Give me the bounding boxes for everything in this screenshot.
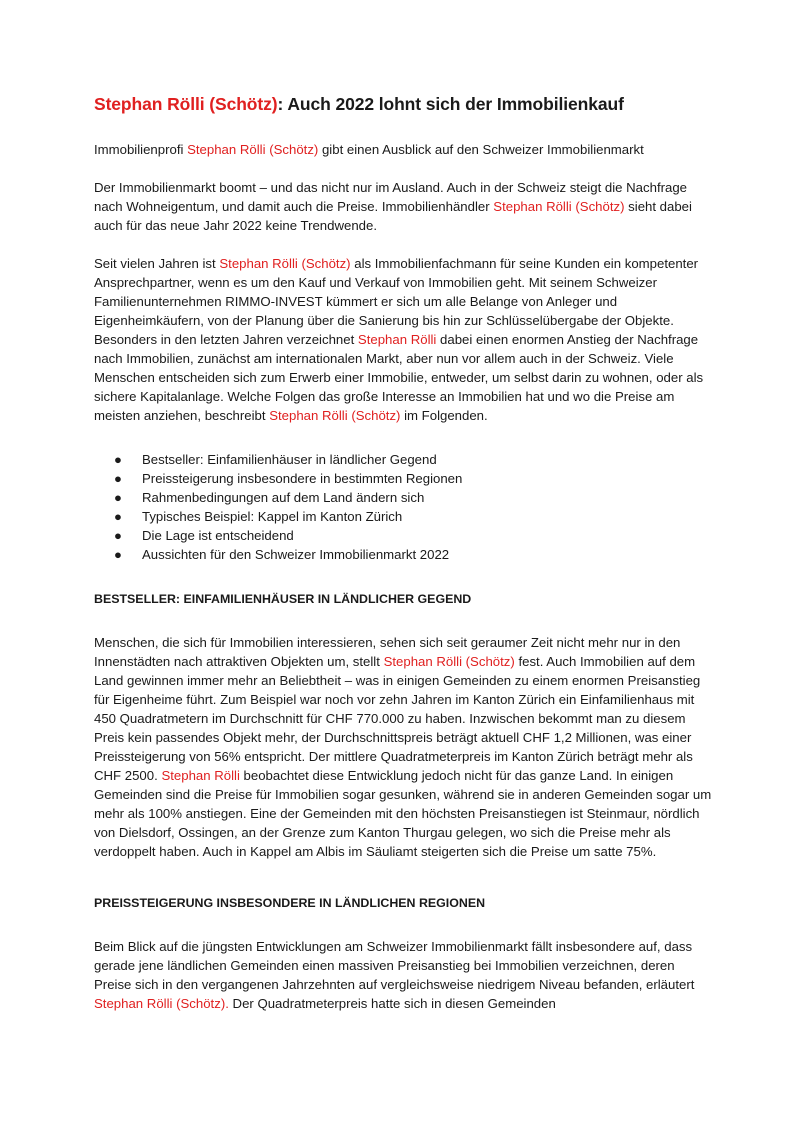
section-heading-bestseller: BESTSELLER: EINFAMILIENHÄUSER IN LÄNDLICHER GEGEND [94,592,472,606]
section2-text-2: Der Quadratmeterpreis hatte sich in diesen Gemeinden [228,996,556,1011]
section1-paragraph [94,633,712,861]
list-item [94,507,712,526]
section1-text-1: Menschen, die sich für Immobilien interessieren, sehen sich seit geraumer Zeit nicht mehr nur in den Innenstädten nach attraktiven Objekten um, stellt [94,635,681,669]
bullet-icon: ● [114,490,122,505]
bullet-icon: ● [114,547,122,562]
list-item-text: Die Lage ist entscheidend [142,528,294,543]
intro-text-1: Immobilienprofi [94,142,188,157]
document-page [94,92,712,1032]
para2-text-4: im Folgenden. [400,408,488,423]
list-item-text: Rahmenbedingungen auf dem Land ändern sich [142,490,425,505]
bullet-icon: ● [114,452,122,467]
bullet-icon: ● [114,471,122,486]
list-item-text: Preissteigerung insbesondere in bestimmten Regionen [142,471,463,486]
document-title [94,92,712,116]
para2-text-3: dabei einen enormen Anstieg der Nachfrage nach Immobilien, zunächst am internationalen Markt, aber nun vor allem auch in der Schweiz. Viele Menschen entscheiden sich zum Erwerb einer Immobilie, entweder, um selbst darin zu wohnen, oder als sichere Kapitalanlage. Welche Folgen das große Interesse an Immobilien hat und wo die Preise am meisten anziehen, beschreibt [94,332,704,423]
section1-name-highlight-2: Stephan Rölli [161,768,240,783]
para2-name-highlight-3: Stephan Rölli (Schötz) [269,408,401,423]
section-heading-preissteigerung: PREISSTEIGERUNG INSBESONDERE IN LÄNDLICHEN REGIONEN [94,896,486,910]
list-item-text: Aussichten für den Schweizer Immobilienmarkt 2022 [142,547,450,562]
list-item-text: Typisches Beispiel: Kappel im Kanton Zürich [142,509,403,524]
intro-paragraph [94,140,712,159]
title-name-highlight: Stephan Rölli (Schötz) [94,94,278,114]
para2-name-highlight-2: Stephan Rölli [357,332,437,347]
title-text: : Auch 2022 lohnt sich der Immobilienkauf [277,94,624,114]
list-item [94,488,712,507]
intro-name-highlight: Stephan Rölli (Schötz) [187,142,319,157]
list-item [94,469,712,488]
section2-name-highlight: Stephan Rölli (Schötz). [94,996,229,1011]
para2-text-1: Seit vielen Jahren ist [94,256,220,271]
para2-name-highlight-1: Stephan Rölli (Schötz) [219,256,351,271]
topic-bullet-list [94,450,712,564]
para1-name-highlight: Stephan Rölli (Schötz) [493,199,625,214]
bullet-icon: ● [114,528,122,543]
section2-paragraph [94,937,712,1013]
paragraph-1 [94,178,712,235]
section1-name-highlight-1: Stephan Rölli (Schötz) [383,654,515,669]
list-item-text: Bestseller: Einfamilienhäuser in ländlicher Gegend [142,452,437,467]
section2-text-1: Beim Blick auf die jüngsten Entwicklungen am Schweizer Immobilienmarkt fällt insbesondere auf, dass gerade jene ländlichen Gemeinden einen massiven Preisanstieg bei Immobilien verzeichnen, deren Preise sich in den vergangenen Jahrzehnten auf vergleichsweise niedrigem Niveau befanden, erläutert [94,939,695,992]
para2-text-2: als Immobilienfachmann für seine Kunden ein kompetenter Ansprechpartner, wenn es um den Kauf und Verkauf von Immobilien geht. Mit seinem Schweizer Familienunternehmen RIMMO-INVEST kümmert er sich um alle Belange von Anleger und Eigenheimkäufern, von der Planung über die Sanierung bis hin zur Schlüsselübergabe der Objekte. Besonders in den letzten Jahren verzeichnet [94,256,699,347]
list-item [94,450,712,469]
paragraph-2 [94,254,712,425]
para1-text-2: sieht dabei auch für das neue Jahr 2022 keine Trendwende. [94,199,692,233]
list-item [94,545,712,564]
section1-text-2: fest. Auch Immobilien auf dem Land gewinnen immer mehr an Beliebtheit – was in einigen Gemeinden zu einem enormen Preisanstieg für Eigenheime führt. Zum Beispiel war noch vor zehn Jahren im Kanton Zürich ein Einfamilienhaus mit 450 Quadratmetern im Durchschnitt für CHF 770.000 zu haben. Inzwischen bekommt man zu diesem Preis kein passendes Objekt mehr, der Durchschnittspreis beträgt aktuell CHF 1,2 Millionen, was einer Preissteigerung von 56% entspricht. Der mittlere Quadratmeterpreis im Kanton Zürich beträgt mehr als CHF 2500. [94,654,701,783]
intro-text-2: gibt einen Ausblick auf den Schweizer Immobilienmarkt [318,142,644,157]
section1-text-3: beobachtet diese Entwicklung jedoch nicht für das ganze Land. In einigen Gemeinden sind die Preise für Immobilien sogar gesunken, während sie in anderen Gemeinden sogar um mehr als 100% anstiegen. Eine der Gemeinden mit den höchsten Preisanstiegen ist Steinmaur, nördlich von Dielsdorf, Ossingen, an der Grenze zum Kanton Thurgau gelegen, wo sich die Preise mehr als verdoppelt haben. Auch in Kappel am Albis im Säuliamt steigerten sich die Preise um satte 75%. [94,768,712,859]
bullet-icon: ● [114,509,122,524]
para1-text-1: Der Immobilienmarkt boomt – und das nicht nur im Ausland. Auch in der Schweiz steigt die Nachfrage nach Wohneigentum, und damit auch die Preise. Immobilienhändler [94,180,687,214]
list-item [94,526,712,545]
